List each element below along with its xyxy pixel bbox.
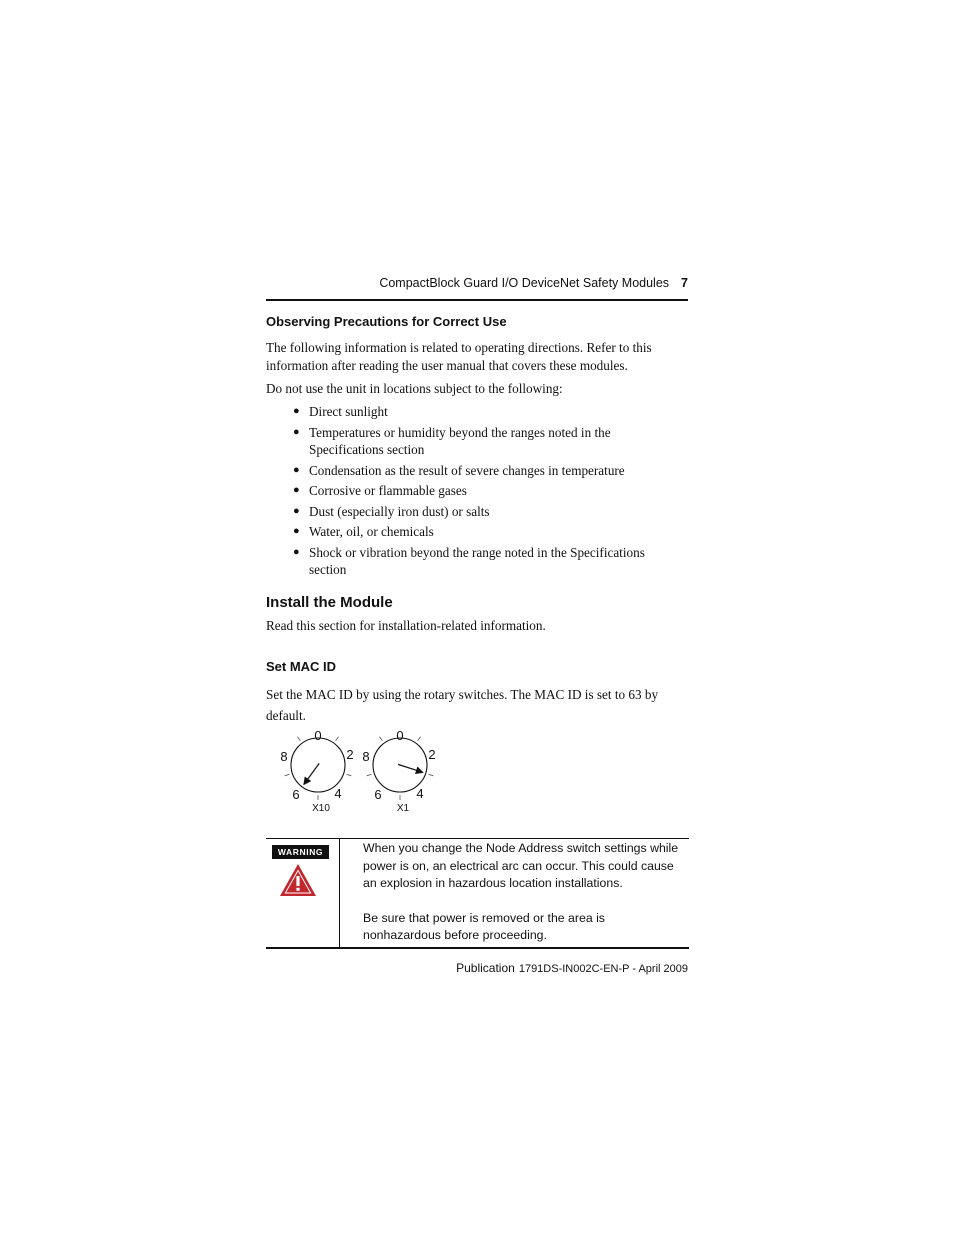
switch-tick — [418, 737, 421, 741]
switch-x1 — [362, 728, 435, 814]
switch-digit: 0 — [396, 728, 404, 743]
switch-digit: 4 — [416, 786, 424, 801]
list-item — [293, 503, 673, 521]
header-rule — [266, 299, 688, 301]
warning-paragraph-2: Be sure that power is removed or the area is nonhazardous before proceeding. — [363, 910, 605, 942]
bullet-icon: ● — [293, 463, 300, 476]
bullet-icon: ● — [293, 525, 300, 537]
warning-text — [363, 840, 683, 945]
rotary-switch-diagram — [266, 718, 466, 818]
bullet-icon: ● — [293, 405, 300, 417]
list-item — [293, 482, 673, 500]
list-item-text: Shock or vibration beyond the range noted in the Specifications section — [309, 544, 645, 577]
mac-heading: Set MAC ID — [266, 659, 337, 674]
warning-paragraph-1: When you change the Node Address switch settings while power is on, an electrical arc can occur. This could cause an explosion in hazardous location installations. — [363, 841, 679, 890]
install-text: Read this section for installation-related information. — [266, 618, 546, 633]
switch-digit: 8 — [362, 749, 370, 764]
switch-tick — [336, 737, 339, 741]
warning-badge: WARNING — [272, 845, 329, 859]
list-item-text: Condensation as the result of severe changes in temperature — [309, 462, 625, 478]
list-item — [293, 403, 673, 421]
warning-divider — [339, 838, 340, 948]
list-item-text: Temperatures or humidity beyond the ranges noted in the Specifications section — [309, 424, 611, 457]
bullet-icon: ● — [293, 484, 300, 496]
switch-digit: 0 — [314, 728, 322, 743]
bullet-icon: ● — [293, 504, 300, 517]
switch-tick — [347, 774, 352, 776]
list-item — [293, 544, 673, 579]
running-header — [266, 276, 688, 290]
running-title: CompactBlock Guard I/O DeviceNet Safety Modules — [379, 276, 670, 290]
switch-tick — [429, 774, 434, 776]
switch-tick — [297, 737, 300, 741]
switch-digit: 4 — [334, 786, 342, 801]
bullet-icon: ● — [293, 545, 300, 558]
switch-digit: 2 — [346, 747, 354, 762]
switch-tick — [379, 737, 382, 741]
precautions-intro: The following information is related to operating directions. Refer to this information after reading the user manual that covers these modules. — [266, 340, 652, 373]
list-item — [293, 462, 673, 480]
switch-digit: 6 — [292, 787, 300, 802]
bullet-icon: ● — [293, 425, 300, 438]
precautions-heading: Observing Precautions for Correct Use — [266, 314, 507, 329]
switch-label: X1 — [396, 803, 410, 814]
switch-digit: 6 — [374, 787, 382, 802]
list-item — [293, 424, 673, 459]
list-item-text: Dust (especially iron dust) or salts — [309, 503, 490, 519]
switch-tick — [285, 774, 290, 776]
warning-top-rule — [266, 838, 689, 839]
list-item-text: Direct sunlight — [309, 404, 388, 419]
switch-tick — [367, 774, 372, 776]
switch-pointer — [304, 763, 319, 783]
list-item-text: Corrosive or flammable gases — [309, 483, 467, 498]
switch-digit: 2 — [428, 747, 436, 762]
page-number: 7 — [681, 276, 688, 290]
switch-x10 — [280, 728, 353, 814]
switch-digit: 8 — [280, 749, 288, 764]
list-item — [293, 523, 673, 541]
precautions-lead: Do not use the unit in locations subject to the following: — [266, 381, 563, 396]
list-item-text: Water, oil, or chemicals — [309, 524, 434, 539]
publication-code: 1791DS-IN002C-EN-P - April 2009 — [518, 963, 688, 975]
switch-pointer — [398, 764, 422, 772]
install-heading: Install the Module — [266, 594, 393, 611]
publication-label: Publication — [456, 961, 515, 975]
switch-label: X10 — [312, 803, 330, 814]
precautions-list — [293, 403, 673, 582]
warning-bottom-rule — [266, 947, 689, 949]
mac-text: Set the MAC ID by using the rotary switches. The MAC ID is set to 63 by default. — [266, 687, 659, 723]
publication-footer — [266, 961, 688, 975]
hazard-triangle-icon — [279, 863, 317, 897]
